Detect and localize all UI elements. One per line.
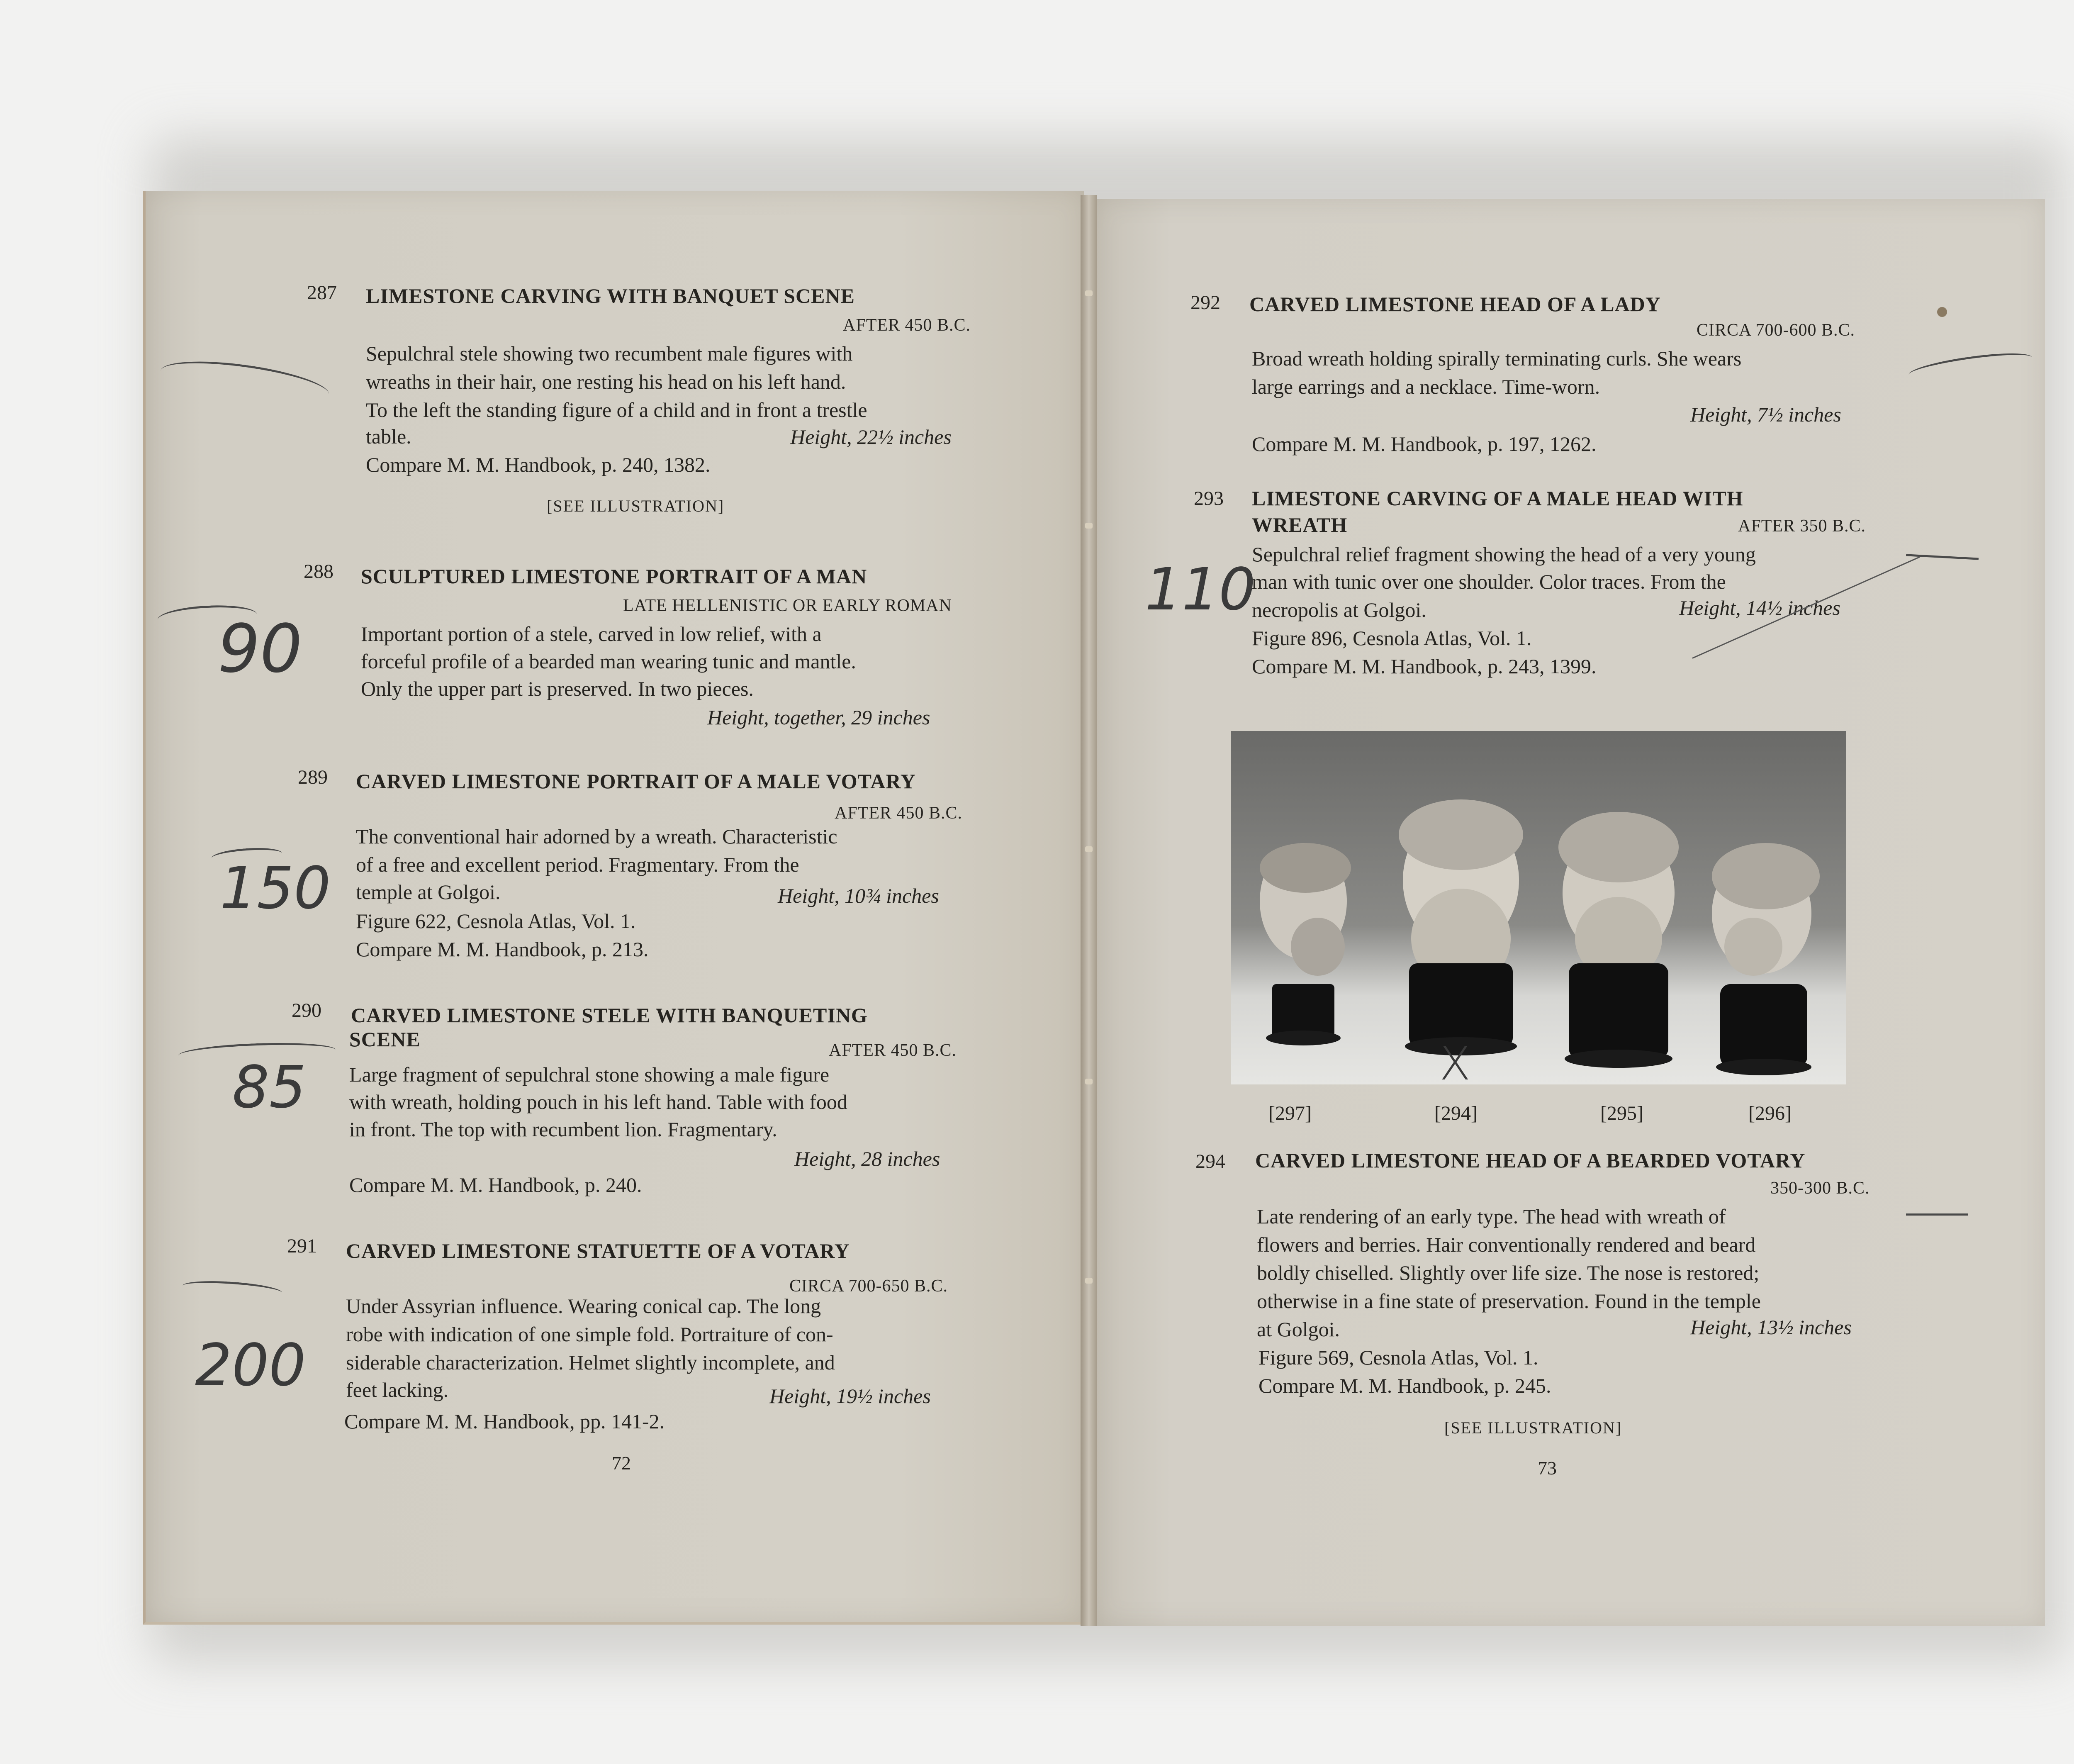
description-line: Important portion of a stele, carved in low relief, with a bbox=[361, 622, 822, 646]
entry-date: 350-300 B.C. bbox=[1770, 1179, 1870, 1198]
description-line: man with tunic over one shoulder. Color traces. From the bbox=[1252, 570, 1726, 593]
description-line: with wreath, holding pouch in his left hand. Table with food bbox=[349, 1090, 847, 1113]
description-line: necropolis at Golgoi. bbox=[1252, 598, 1426, 621]
description-line: table. bbox=[366, 425, 411, 448]
entry-title: CARVED LIMESTONE STATUETTE OF A VOTARY bbox=[346, 1239, 850, 1262]
entry-date: AFTER 450 B.C. bbox=[835, 804, 963, 823]
entry-date: LATE HELLENISTIC OR EARLY ROMAN bbox=[623, 596, 952, 615]
entry-title-cont: WREATH bbox=[1252, 513, 1348, 536]
entry-compare: Compare M. M. Handbook, p. 213. bbox=[356, 938, 649, 961]
lot-number: 291 bbox=[287, 1235, 317, 1257]
entry-height: Height, 22½ inches bbox=[790, 425, 952, 448]
description-line: of a free and excellent period. Fragmentary. From the bbox=[356, 853, 799, 876]
entry-height: Height, 10¾ inches bbox=[778, 884, 939, 907]
binding-stitch bbox=[1085, 846, 1093, 852]
description-line: Under Assyrian influence. Wearing conical cap. The long bbox=[346, 1294, 821, 1318]
entry-date: CIRCA 700-600 B.C. bbox=[1697, 321, 1855, 340]
description-line: otherwise in a fine state of preservation. Found in the temple bbox=[1257, 1289, 1761, 1313]
description-line: Late rendering of an early type. The head with wreath of bbox=[1257, 1205, 1726, 1228]
entry-date: AFTER 450 B.C. bbox=[829, 1041, 957, 1060]
description-line: flowers and berries. Hair conventionally rendered and beard bbox=[1257, 1233, 1756, 1256]
handwritten-price: 90 bbox=[218, 610, 302, 687]
see-illustration: [SEE ILLUSTRATION] bbox=[547, 497, 725, 515]
description-line: boldly chiselled. Slightly over life size. The nose is restored; bbox=[1257, 1261, 1760, 1284]
entry-height: Height, 19½ inches bbox=[769, 1384, 931, 1408]
entry-title: CARVED LIMESTONE STELE WITH BANQUETING bbox=[351, 1004, 868, 1027]
binding-stitch bbox=[1085, 290, 1093, 296]
photo-caption: [295] bbox=[1600, 1102, 1643, 1124]
description-line: in front. The top with recumbent lion. Fragmentary. bbox=[349, 1118, 777, 1141]
description-line: To the left the standing figure of a child and in front a trestle bbox=[366, 398, 867, 422]
lot-number: 287 bbox=[307, 282, 337, 304]
handwritten-price: 85 bbox=[232, 1054, 307, 1121]
entry-title: LIMESTONE CARVING OF A MALE HEAD WITH bbox=[1252, 487, 1743, 510]
entry-height: Height, 14½ inches bbox=[1679, 596, 1840, 619]
entry-date: AFTER 450 B.C. bbox=[843, 316, 971, 335]
entry-compare: Compare M. M. Handbook, p. 197, 1262. bbox=[1252, 432, 1597, 456]
description-line: at Golgoi. bbox=[1257, 1318, 1340, 1341]
entry-compare: Compare M. M. Handbook, p. 240. bbox=[349, 1173, 642, 1196]
entry-figure: Figure 569, Cesnola Atlas, Vol. 1. bbox=[1259, 1346, 1538, 1369]
entry-height: Height, 13½ inches bbox=[1690, 1316, 1852, 1339]
description-line: Sepulchral stele showing two recumbent male figures with bbox=[366, 342, 853, 365]
entry-date: AFTER 350 B.C. bbox=[1738, 517, 1866, 536]
pencil-mark bbox=[1906, 1213, 1968, 1216]
description-line: The conventional hair adorned by a wreath. Characteristic bbox=[356, 825, 837, 848]
entry-height: Height, 28 inches bbox=[794, 1147, 940, 1170]
lot-number: 289 bbox=[298, 766, 328, 788]
entry-figure: Figure 622, Cesnola Atlas, Vol. 1. bbox=[356, 909, 636, 933]
handwritten-x-mark: X bbox=[1439, 1037, 1471, 1090]
lot-number: 288 bbox=[304, 560, 333, 582]
description-line: siderable characterization. Helmet slightly incomplete, and bbox=[346, 1351, 835, 1374]
entry-title: SCULPTURED LIMESTONE PORTRAIT OF A MAN bbox=[361, 565, 867, 588]
lot-number: 294 bbox=[1195, 1150, 1225, 1172]
lot-number: 293 bbox=[1194, 487, 1224, 509]
book-gutter bbox=[1081, 195, 1097, 1626]
page-blemish bbox=[1937, 307, 1947, 317]
description-line: feet lacking. bbox=[346, 1378, 449, 1401]
description-line: Only the upper part is preserved. In two pieces. bbox=[361, 677, 754, 700]
lot-number: 290 bbox=[292, 999, 321, 1021]
description-line: robe with indication of one simple fold. Portraiture of con- bbox=[346, 1323, 833, 1346]
photo-caption: [296] bbox=[1748, 1102, 1792, 1124]
photo-caption: [294] bbox=[1434, 1102, 1478, 1124]
description-line: Large fragment of sepulchral stone showing a male figure bbox=[349, 1063, 830, 1086]
entry-title: CARVED LIMESTONE PORTRAIT OF A MALE VOTARY bbox=[356, 770, 916, 793]
page-number: 73 bbox=[1538, 1457, 1557, 1479]
see-illustration: [SEE ILLUSTRATION] bbox=[1444, 1418, 1622, 1437]
handwritten-price: 150 bbox=[220, 855, 331, 922]
description-line: Sepulchral relief fragment showing the head of a very young bbox=[1252, 543, 1756, 566]
entry-height: Height, 7½ inches bbox=[1690, 403, 1841, 426]
entry-title: LIMESTONE CARVING WITH BANQUET SCENE bbox=[366, 284, 855, 307]
page-number: 72 bbox=[612, 1452, 631, 1474]
entry-date: CIRCA 700-650 B.C. bbox=[789, 1277, 948, 1296]
entry-height: Height, together, 29 inches bbox=[707, 706, 930, 729]
entry-title: CARVED LIMESTONE HEAD OF A BEARDED VOTARY bbox=[1255, 1149, 1806, 1172]
entry-figure: Figure 896, Cesnola Atlas, Vol. 1. bbox=[1252, 626, 1532, 650]
description-line: temple at Golgoi. bbox=[356, 880, 501, 904]
entry-title: CARVED LIMESTONE HEAD OF A LADY bbox=[1249, 292, 1661, 316]
entry-compare: Compare M. M. Handbook, p. 240, 1382. bbox=[366, 453, 711, 476]
photo-of-limestone-heads bbox=[1231, 731, 1846, 1084]
binding-stitch bbox=[1085, 523, 1093, 529]
handwritten-price: 200 bbox=[195, 1332, 306, 1399]
description-line: large earrings and a necklace. Time-worn. bbox=[1252, 375, 1600, 398]
description-line: wreaths in their hair, one resting his head on his left hand. bbox=[366, 370, 846, 393]
entry-compare: Compare M. M. Handbook, p. 243, 1399. bbox=[1252, 655, 1597, 678]
heads-photo bbox=[1231, 731, 1846, 1084]
binding-stitch bbox=[1085, 1278, 1093, 1284]
handwritten-price: 110 bbox=[1145, 556, 1256, 624]
description-line: Broad wreath holding spirally terminating curls. She wears bbox=[1252, 347, 1742, 370]
description-line: forceful profile of a bearded man wearing tunic and mantle. bbox=[361, 650, 856, 673]
entry-compare: Compare M. M. Handbook, p. 245. bbox=[1259, 1374, 1551, 1397]
entry-compare: Compare M. M. Handbook, pp. 141-2. bbox=[344, 1410, 665, 1433]
lot-number: 292 bbox=[1190, 292, 1220, 314]
entry-title-cont: SCENE bbox=[349, 1028, 421, 1051]
binding-stitch bbox=[1085, 1079, 1093, 1084]
photo-caption: [297] bbox=[1268, 1102, 1312, 1124]
